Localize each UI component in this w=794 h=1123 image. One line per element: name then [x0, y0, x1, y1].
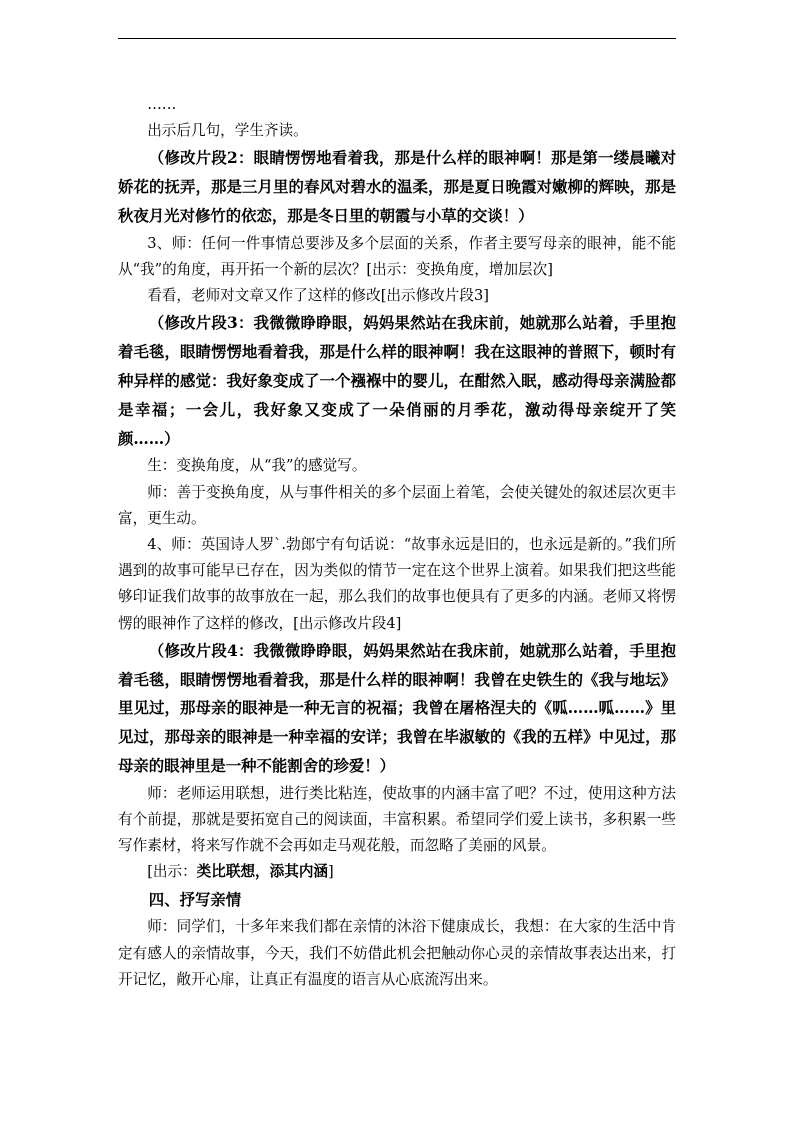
revision-excerpt-4: （修改片段4：我微微睁睁眼，妈妈果然站在我床前，她就那么站着，手里抱着毛毯，眼睛愣愣地看着我，那是什么样的眼神啊！我曾在史铁生的《我与地坛》里见过，那母亲的眼神是一种无言的祝福；我曾在屠格涅夫的《呱……呱……》里见过，那母亲的眼神是一种幸福的安详；我曾在毕淑敏的《我的五样》中见过，那母亲的眼神里是一种不能割舍的珍爱！）: [118, 641, 676, 775]
paragraph-student-3: 生：变换角度，从“我”的感觉写。: [147, 457, 367, 475]
section-heading-4: 四、抒写亲情: [148, 890, 242, 909]
revision-excerpt-2: （修改片段2：眼睛愣愣地看着我，那是什么样的眼神啊！那是第一缕晨曦对娇花的抚弄，那是三月里的春风对碧水的温柔，那是夏日晚霞对嫩柳的辉映，那是秋夜月光对修竹的依恋，那是冬日里的朝霞与小草的交谈！）: [118, 149, 676, 225]
paragraph-teacher-3b: 师：善于变换角度，从与事件相关的多个层面上着笔，会使关键处的叙述层次更丰富，更生动。: [118, 483, 676, 527]
paragraph-show-4: [118, 859, 676, 885]
paragraph-teacher-3: 3、师：任何一件事情总要涉及多个层面的关系，作者主要写母亲的眼神，能不能从“我”的角度，再开拓一个新的层次？[出示：变换角度，增加层次]: [118, 234, 676, 278]
show-4-strong: 类比联想，添其内涵: [196, 863, 329, 881]
paragraph-intro-read: 出示后几句，学生齐读。: [147, 122, 308, 140]
ellipsis-line: ……: [147, 96, 177, 113]
paragraph-teacher-4b: 师：老师运用联想，进行类比粘连，使故事的内涵丰富了吧？不过，使用这种方法有个前提，那就是要拓宽自己的阅读面，丰富积累。希望同学们爱上读书，多积累一些写作素材，将来写作就不会再如走马观花般，而忽略了美丽的风景。: [118, 784, 676, 855]
revision-excerpt-3: （修改片段3：我微微睁睁眼，妈妈果然站在我床前，她就那么站着，手里抱着毛毯，眼睛愣愣地看着我，那是什么样的眼神啊！我在这眼神的普照下，顿时有种异样的感觉：我好象变成了一个襁褓中的婴儿，在酣然入眠，感动得母亲满脸都是幸福；一会儿，我好象又变成了一朵俏丽的月季花，激动得母亲绽开了笑颜……）: [118, 314, 676, 448]
paragraph-teacher-4: 4、师：英国诗人罗`.勃郎宁有句话说：“故事永远是旧的，也永远是新的。”我们所遇到的故事可能早已存在，因为类似的情节一定在这个世界上演着。如果我们把这些能够印证我们故事的故事放在一起，那么我们的故事也便具有了更多的内涵。老师又将愣愣的眼神作了这样的修改，[出示修改片段4]: [118, 536, 676, 632]
show-4-suffix: ]: [328, 863, 334, 881]
header-rule: [118, 38, 676, 39]
paragraph-look-3: 看看，老师对文章又作了这样的修改[出示修改片段3]: [147, 287, 489, 305]
paragraph-teacher-5: 师：同学们，十多年来我们都在亲情的沐浴下健康成长，我想：在大家的生活中肯定有感人的亲情故事，今天，我们不妨借此机会把触动你心灵的亲情故事表达出来，打开记忆，敞开心扉，让真正有温度的语言从心底流泻出来。: [118, 918, 676, 988]
show-4-prefix: [出示：: [147, 863, 197, 881]
document-body: [118, 92, 676, 993]
